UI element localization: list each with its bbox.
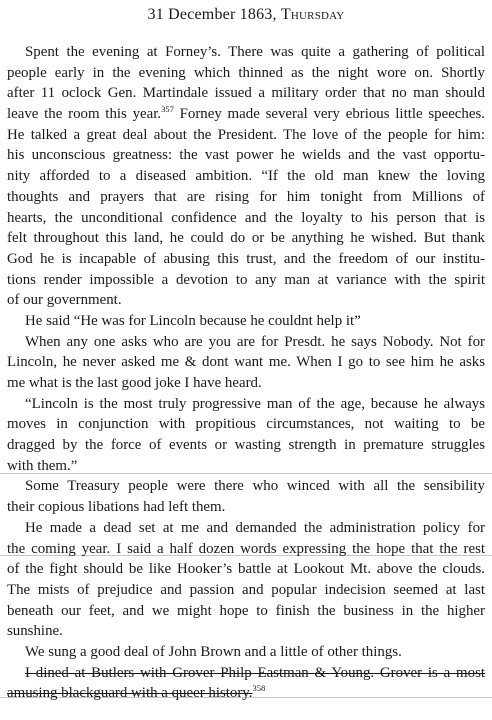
paragraph-lincoln-quote <box>7 311 485 332</box>
struck-text-segment: amusing blackguard with a queer history. <box>7 685 253 702</box>
paragraph-administration-policy <box>7 518 485 642</box>
text-line: dragged by the force of events or wasting strength in premature struggles <box>7 437 485 454</box>
text-line: of the fight should be like Hooker’s battle at Lookout Mt. above the clouds. <box>7 561 485 578</box>
text-line <box>7 683 485 704</box>
paragraph-struck-butlers <box>7 663 485 704</box>
text-line: after 11 oclock Gen. Martindale issued a military order that no man should <box>7 85 485 102</box>
text-line: Spent the evening at Forney’s. There was quite a gathering of political <box>25 44 485 60</box>
text-line: thoughts and prayers that are rising for him tonight from Millions of <box>7 188 485 205</box>
text-line: He said “He was for Lincoln because he couldnt help it” <box>25 312 361 329</box>
entry-date: 31 December 1863 <box>147 6 273 23</box>
text-line: He made a dead set at me and demanded the administration policy for <box>25 519 485 536</box>
text-line: “Lincoln is the most truly progressive man of the age, because he always <box>25 395 485 412</box>
paragraph-treasury-people <box>7 476 485 517</box>
text-line: When any one asks who are you are for Presdt. he says Nobody. Not for <box>25 333 485 350</box>
entry-heading: 31 December 1863, Thursday <box>147 6 345 23</box>
entry-body <box>7 42 485 704</box>
text-line: beneath our feet, and we might hope to finish the business in the higher <box>7 602 485 619</box>
text-line: hearts, the unconditional confidence and the loyalty to his person that is <box>7 209 485 226</box>
text-line: people early in the evening which thinned as the night wore on. Shortly <box>7 64 485 81</box>
paragraph-progressive-man <box>7 394 485 477</box>
text-line: God he is incapable of abusing this trust, and the freedom of our institu- <box>7 250 485 267</box>
text-line <box>7 104 485 125</box>
entry-weekday: Thursday <box>280 6 345 23</box>
text-line: moves in conjunction with propitious circumstances, not waiting to be <box>7 416 485 433</box>
text-segment: leave the room this year. <box>7 106 162 123</box>
text-segment: Forney made several very ebrious little speeches. <box>173 106 485 123</box>
text-line: The mists of prejudice and passion and popular indecision seemed at last <box>7 581 485 598</box>
text-line: We sung a good deal of John Brown and a little of other things. <box>25 643 402 660</box>
text-line: nity afforded to a diseased ambition. “If the old man knew the loving <box>7 168 485 185</box>
text-line: their copious libations had left them. <box>7 499 226 516</box>
text-line: felt throughout this land, he could do or be anything he wished. But thank <box>7 230 485 247</box>
text-line: sunshine. <box>7 623 63 640</box>
text-line: the coming year. I said a half dozen words expressing the hope that the rest <box>7 540 485 557</box>
struck-text-line: I dined at Butlers with Grover Philp Eastman & Young. Grover is a most <box>25 664 485 681</box>
text-line: He talked a great deal about the President. The love of the people for him: <box>7 126 485 143</box>
text-line: his unconscious greatness: the vast power he wields and the vast opportu- <box>7 147 485 164</box>
text-line: me what is the last good joke I have heard. <box>7 375 262 391</box>
paragraph-john-brown <box>7 642 485 663</box>
text-line: tions render impossible a devotion to any man at variance with the spirit <box>7 271 485 288</box>
text-line: of our government. <box>7 292 122 309</box>
text-line: Some Treasury people were there who winced with all the sensibility <box>25 478 485 495</box>
footnote-marker: 358 <box>252 683 266 694</box>
text-line: Lincoln, he never asked me & dont want me. When I go to see him he asks <box>7 354 485 371</box>
text-line: with them.” <box>7 457 78 474</box>
paragraph-forney-evening <box>7 42 485 311</box>
paragraph-presdt-nobody <box>7 332 485 394</box>
footnote-marker: 357 <box>161 104 174 115</box>
